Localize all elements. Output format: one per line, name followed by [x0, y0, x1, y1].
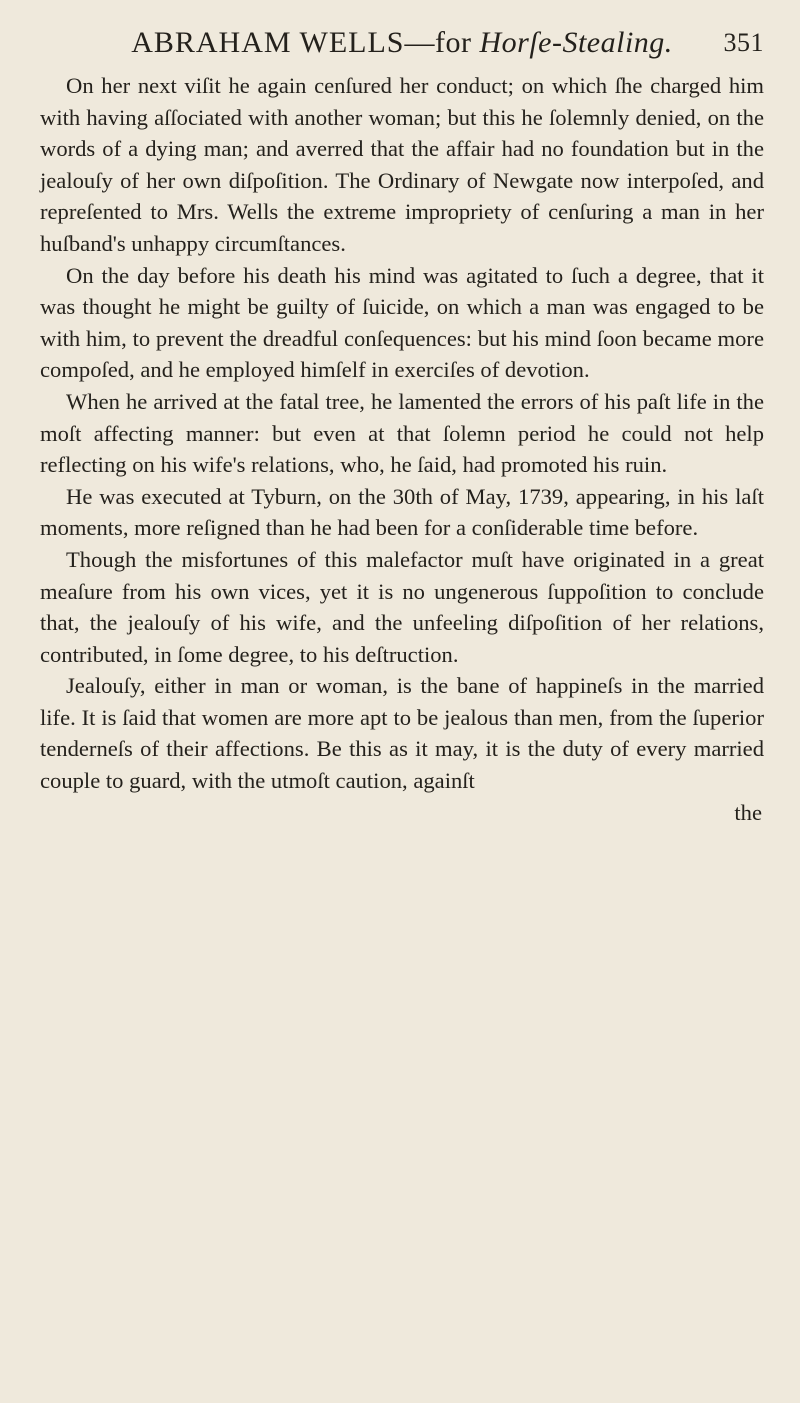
paragraph: He was executed at Tyburn, on the 30th of May, 1739, appearing, in his laſt moments, more reſigned than he had been for a conſiderable time before.: [40, 483, 764, 541]
paragraph: When he arrived at the fatal tree, he lamented the errors of his paſt life in the moſt affecting manner: but even at that ſolemn period he could not help reflecting on his wife's relations, who, he ſaid, had promoted his ruin.: [40, 388, 764, 478]
page-number: 351: [723, 28, 764, 57]
body-text: [40, 70, 764, 797]
running-head: [40, 16, 764, 70]
paragraph: On her next viſit he again cenſured her conduct; on which ſhe charged him with having aſſociated with another woman; but this he ſolemnly denied, on the words of a dying man; and averred that the affair had no foundation but in the jealouſy of her own diſpoſition. The Ordinary of Newgate now interpoſed, and repreſented to Mrs. Wells the extreme impropriety of cenſuring a man in her huſband's unhappy circumſtances.: [40, 73, 764, 256]
paragraph: Though the misfortunes of this malefactor muſt have originated in a great meaſure from his own vices, yet it is no ungenerous ſuppoſition to conclude that, the jealouſy of his wife, and the unfeeling diſpoſition of her relations, contributed, in ſome degree, to his deſtruction.: [40, 546, 764, 667]
paragraph: On the day before his death his mind was agitated to ſuch a degree, that it was thought he might be guilty of ſuicide, on which a man was engaged to be with him, to prevent the dreadful conſequences: but his mind ſoon became more compoſed, and he employed himſelf in exerciſes of devotion.: [40, 262, 764, 383]
catchword: the: [734, 799, 762, 825]
running-head-name: ABRAHAM WELLS: [131, 26, 405, 59]
running-head-subject: Horſe-Stealing.: [479, 26, 673, 59]
running-head-separator: —for: [404, 26, 480, 59]
paragraph: Jealouſy, either in man or woman, is the bane of happineſs in the married life. It is ſaid that women are more apt to be jealous than men, from the ſuperior tenderneſs of their affections. Be this as it may, it is the duty of every married couple to guard, with the utmoſt caution, againſt: [40, 673, 764, 794]
